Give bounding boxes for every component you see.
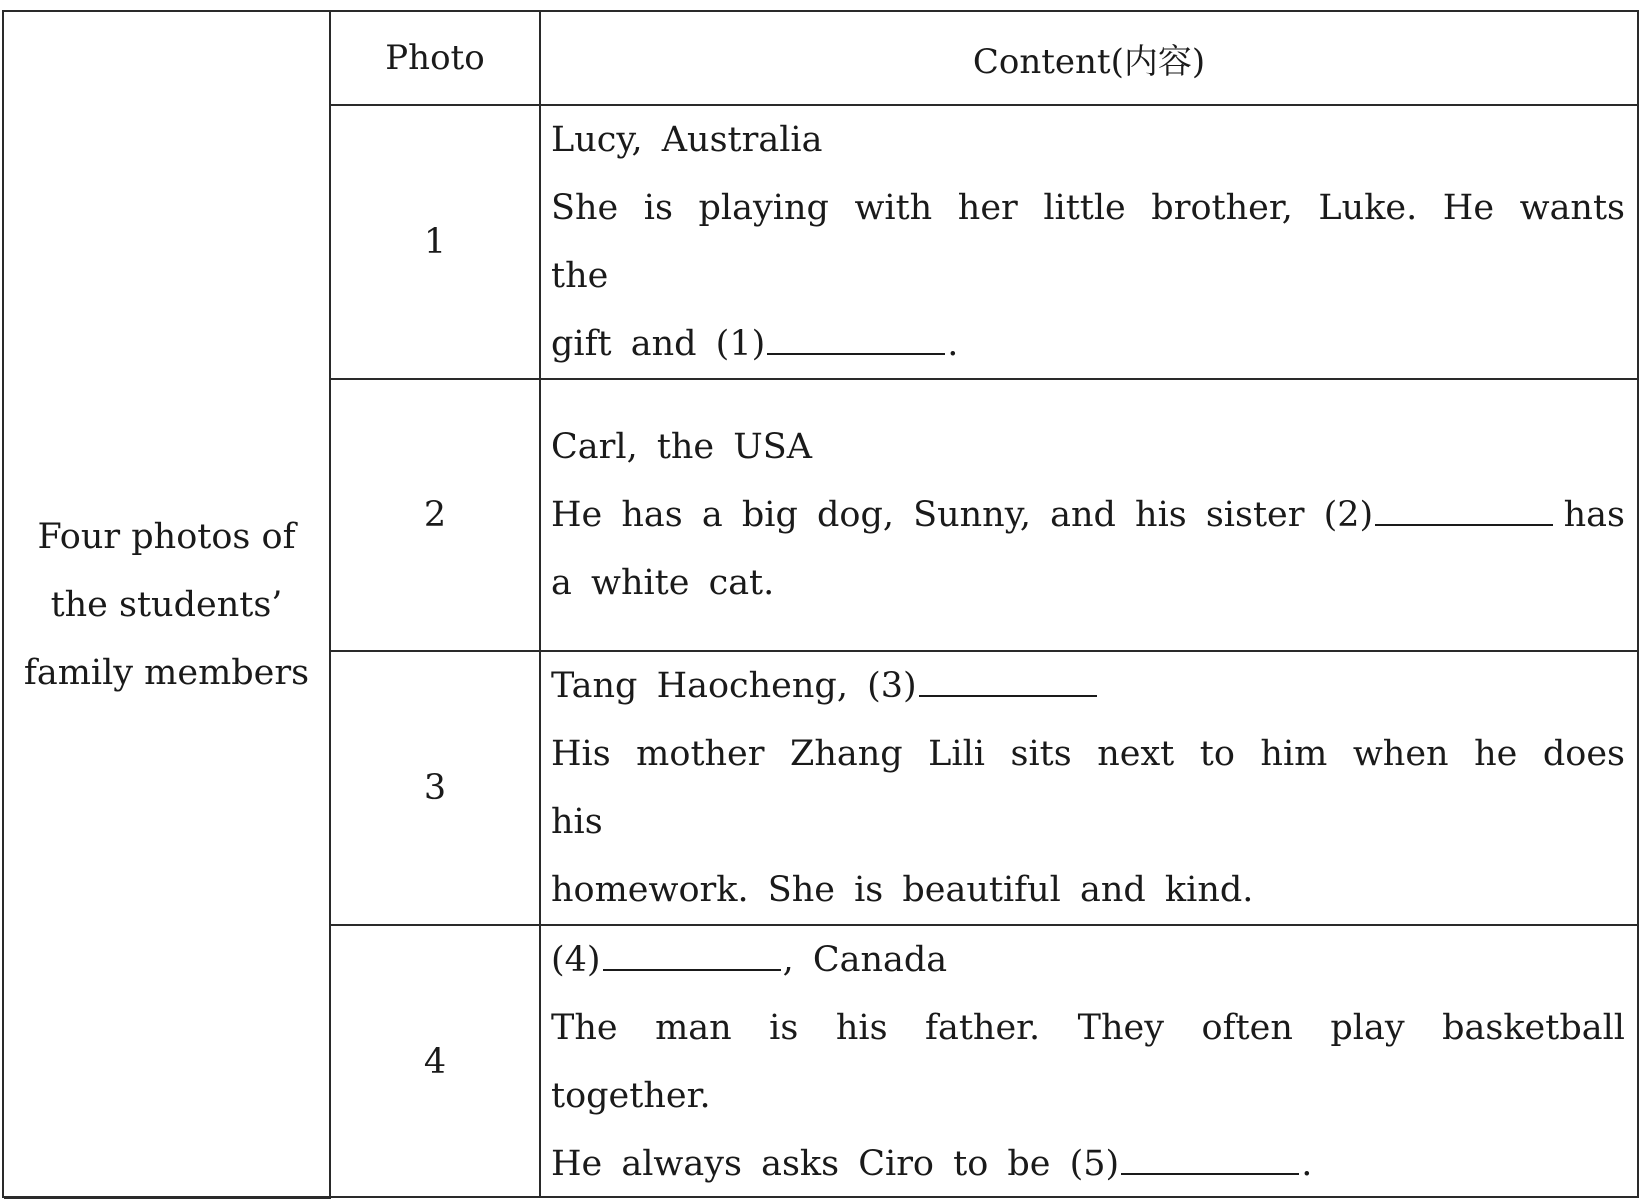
content-cell <box>540 379 1637 651</box>
content-line: a white cat. <box>551 563 775 603</box>
content-line: His mother Zhang Lili sits next to him when he does his <box>551 734 1625 842</box>
content-column-header: Content(内容) <box>540 12 1637 105</box>
content-cell <box>540 651 1637 925</box>
content-line: Lucy, Australia <box>551 120 823 160</box>
header-row <box>4 12 1637 105</box>
content-cell <box>540 105 1637 379</box>
content-text: . <box>1301 1144 1313 1184</box>
answer-blank-5[interactable] <box>1121 1139 1299 1175</box>
content-line <box>551 481 1625 549</box>
photo-number: 4 <box>330 925 540 1198</box>
content-text: gift and (1) <box>551 324 766 364</box>
content-line <box>551 926 1625 994</box>
side-label-cell <box>4 12 330 1198</box>
content-text: has <box>1563 495 1625 535</box>
answer-blank-3[interactable] <box>919 661 1097 697</box>
content-line <box>551 652 1625 720</box>
content-text: Tang Haocheng, (3) <box>551 666 917 706</box>
answer-blank-1[interactable] <box>767 319 945 355</box>
content-text: (4) <box>551 940 601 980</box>
content-line: Carl, the USA <box>551 427 813 467</box>
content-text: . <box>947 324 959 364</box>
photo-number: 1 <box>330 105 540 379</box>
content-line: homework. She is beautiful and kind. <box>551 870 1254 910</box>
content-text: He has a big dog, Sunny, and his sister (2) <box>551 495 1374 535</box>
family-photos-table <box>4 12 1637 1199</box>
content-text: He always asks Ciro to be (5) <box>551 1144 1120 1184</box>
answer-blank-4[interactable] <box>603 935 781 971</box>
photo-column-header: Photo <box>330 12 540 105</box>
photo-number: 2 <box>330 379 540 651</box>
content-line <box>551 1130 1625 1198</box>
photo-number: 3 <box>330 651 540 925</box>
content-line: She is playing with her little brother, Luke. He wants the <box>551 188 1625 296</box>
exercise-table <box>2 10 1639 1198</box>
side-label: Four photos of the students’ family members <box>23 516 310 693</box>
content-line: The man is his father. They often play basketball together. <box>551 1008 1625 1116</box>
content-cell <box>540 925 1637 1198</box>
content-text: , Canada <box>782 940 948 980</box>
content-line <box>551 310 1625 378</box>
answer-blank-2[interactable] <box>1375 490 1553 526</box>
